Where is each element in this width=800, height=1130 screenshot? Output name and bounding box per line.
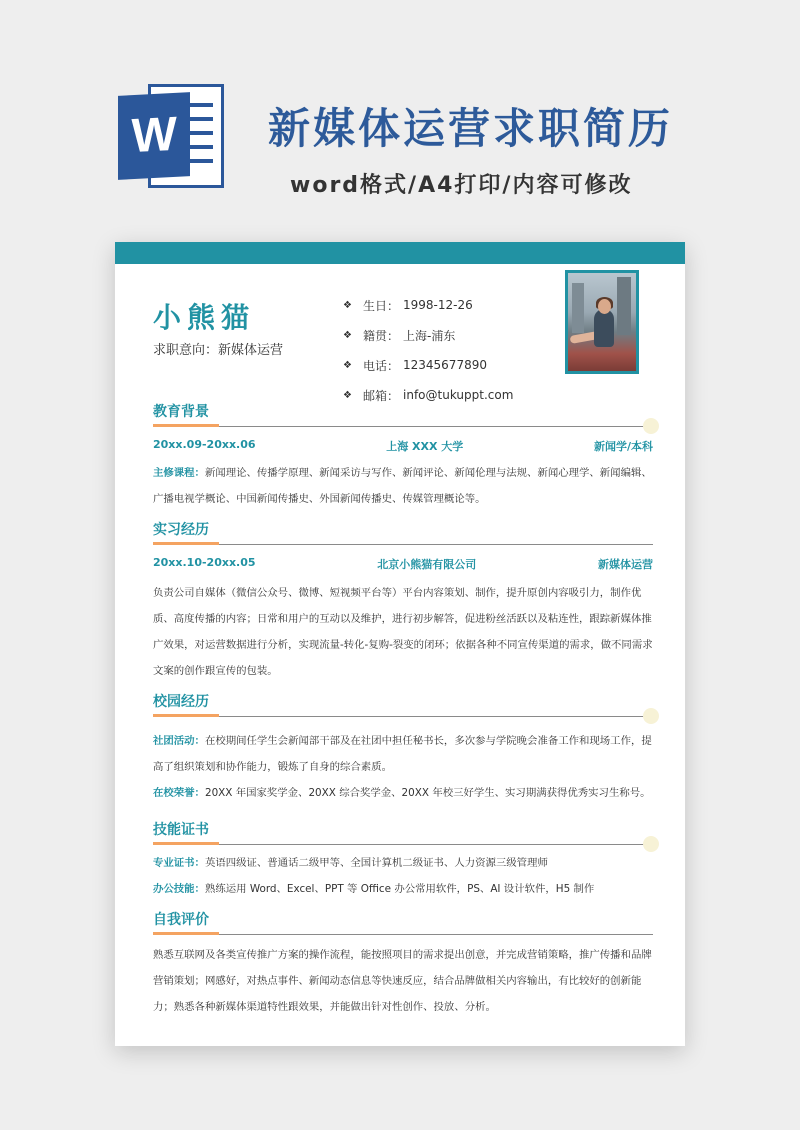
header-color-bar bbox=[115, 242, 685, 264]
info-email: ❖ 邮箱： info@tukuppt.com bbox=[343, 388, 514, 403]
section-self-evaluation bbox=[153, 910, 653, 1020]
job-intent: 求职意向：新媒体运营 bbox=[153, 343, 284, 358]
section-title: 校园经历 bbox=[153, 694, 209, 710]
decor-dot bbox=[643, 708, 659, 724]
campus-club: 社团活动：在校期间任学生会新闻部干部及在社团中担任秘书长，多次参与学院晚会准备工作和现场工作，提高了组织策划和协作能力，锻炼了自身的综合素质。 bbox=[153, 735, 652, 773]
decor-dot bbox=[643, 836, 659, 852]
resume-sheet bbox=[115, 242, 685, 1046]
education-row: 20xx.09-20xx.06 上海 XXX 大学 新闻学/本科 bbox=[153, 438, 653, 453]
banner-subtitle: word格式/A4打印/内容可修改 bbox=[290, 173, 633, 198]
section-title: 技能证书 bbox=[153, 822, 209, 838]
self-evaluation-desc: 熟悉互联网及各类宣传推广方案的操作流程，能按照项目的需求提出创意，并完成营销策略，推广传播和品牌营销策划；网感好，对热点事件、新闻动态信息等快速反应，结合品牌做相关内容输出，有比较好的创新能力；熟悉各种新媒体渠道特性跟效果，并能做出针对性创作、投放、分析。 bbox=[153, 949, 652, 1013]
candidate-name: 小熊猫 bbox=[153, 301, 256, 334]
diamond-bullet-icon: ❖ bbox=[343, 329, 352, 341]
section-title: 教育背景 bbox=[153, 404, 209, 420]
section-campus bbox=[153, 692, 653, 806]
section-education bbox=[153, 402, 653, 512]
word-file-icon bbox=[118, 84, 224, 188]
info-hometown: ❖ 籍贯： 上海-浦东 bbox=[343, 328, 456, 343]
info-phone: ❖ 电话： 12345677890 bbox=[343, 358, 487, 373]
education-courses: 主修课程：新闻理论、传播学原理、新闻采访与写作、新闻评论、新闻伦理与法规、新闻心理学、新闻编辑、广播电视学概论、中国新闻传播史、外国新闻传播史、传媒管理概论等。 bbox=[153, 467, 652, 505]
section-internship bbox=[153, 520, 653, 684]
word-letter-badge: W bbox=[118, 92, 190, 180]
internship-row: 20xx.10-20xx.05 北京小熊猫有限公司 新媒体运营 bbox=[153, 556, 653, 571]
section-skills bbox=[153, 820, 653, 902]
diamond-bullet-icon: ❖ bbox=[343, 389, 352, 401]
info-birthday: ❖ 生日： 1998-12-26 bbox=[343, 298, 473, 313]
internship-desc: 负责公司自媒体（微信公众号、微博、短视频平台等）平台内容策划、制作，提升原创内容吸引力，制作优质、高度传播的内容；日常和用户的互动以及维护，进行初步解答，促进粉丝活跃以及粘连性，跟踪新媒体推广效果，对运营数据进行分析，实现流量-转化-复购-裂变的闭环；依据各种不同宣传渠道的需求，做不同需求文案的创作跟宣传的包装。 bbox=[153, 587, 653, 677]
profile-photo bbox=[565, 270, 639, 374]
diamond-bullet-icon: ❖ bbox=[343, 359, 352, 371]
section-title: 自我评价 bbox=[153, 912, 209, 928]
diamond-bullet-icon: ❖ bbox=[343, 299, 352, 311]
personal-info bbox=[343, 290, 513, 410]
campus-honor: 在校荣誉：20XX 年国家奖学金、20XX 综合奖学金、20XX 年校三好学生、实习期满获得优秀实习生称号。 bbox=[153, 787, 651, 799]
section-title: 实习经历 bbox=[153, 522, 209, 538]
skills-cert: 专业证书：英语四级证、普通话二级甲等、全国计算机二级证书、人力资源三级管理师 bbox=[153, 857, 548, 869]
decor-dot bbox=[643, 418, 659, 434]
banner-title: 新媒体运营求职简历 bbox=[268, 104, 674, 153]
skills-office: 办公技能：熟练运用 Word、Excel、PPT 等 Office 办公常用软件，PS、AI 设计软件，H5 制作 bbox=[153, 883, 595, 895]
